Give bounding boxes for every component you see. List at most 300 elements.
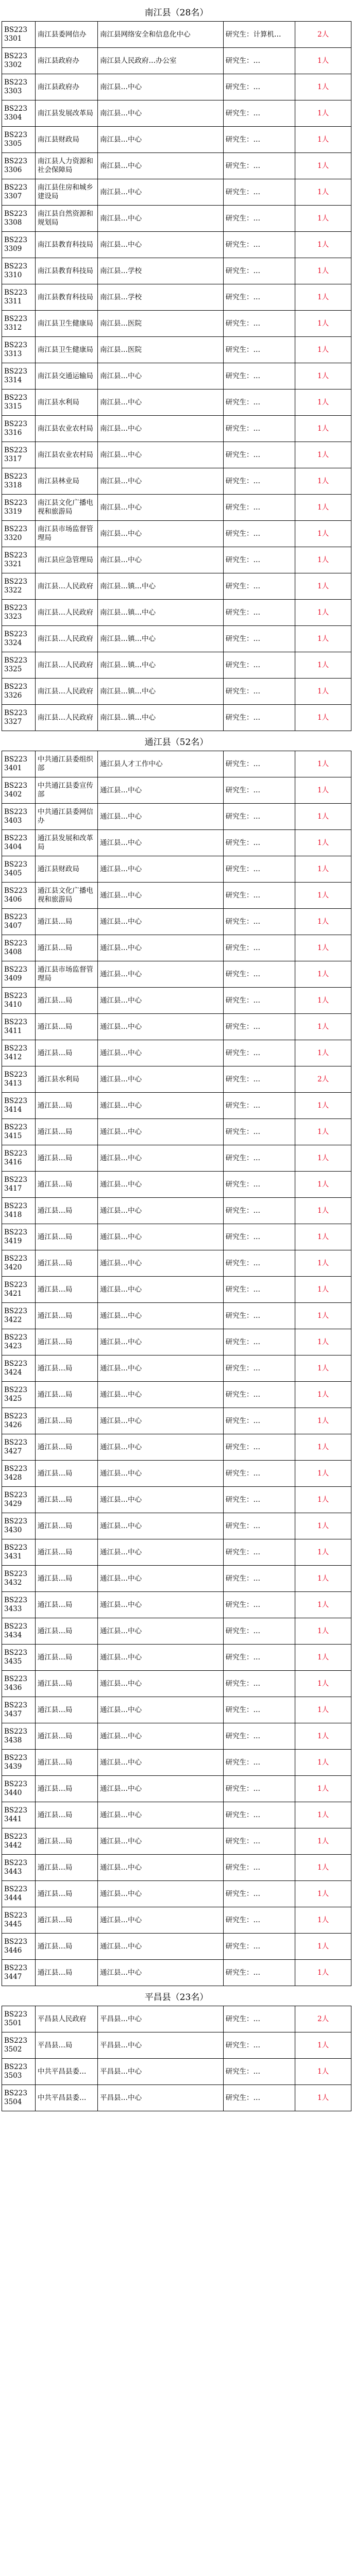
department-text: 中共通江县委网信办 [37,808,93,825]
requirements-text: 研究生：… [225,1127,261,1136]
employer-unit-cell [98,1855,224,1881]
position-code-text: BS223 3446 [4,1938,27,1955]
requirements-cell [223,1408,295,1434]
employer-unit-cell [98,100,224,127]
requirements-text: 研究生：… [225,1968,261,1977]
employer-unit-cell [98,1093,224,1119]
requirements-text: 研究生：… [225,1705,261,1714]
requirements-text: 研究生：… [225,660,261,669]
department-cell [35,909,97,935]
department-cell [35,1934,97,1960]
position-code-text: BS223 3416 [4,1149,27,1166]
employer-unit-cell [98,1592,224,1618]
quota-cell [295,909,351,935]
requirements-cell [223,1618,295,1645]
position-code-cell [2,1776,36,1802]
department-cell [35,1119,97,1145]
requirements-text: 研究生：… [225,214,261,223]
position-code-cell [2,1250,36,1277]
employer-unit-cell [98,626,224,652]
position-code-cell [2,1828,36,1855]
position-code-text: BS223 3421 [4,1281,27,1298]
quota-cell [295,1014,351,1040]
employer-unit-text: 平昌县…中心 [100,2014,142,2023]
requirements-text: 研究生：… [225,1101,261,1110]
position-code-cell [2,2006,36,2032]
requirements-cell [223,830,295,856]
department-cell [35,1750,97,1776]
department-cell [35,232,97,258]
employer-unit-text: 通江县…中心 [100,1653,142,1662]
department-text: 通江县发展和改革局 [37,834,93,851]
employer-unit-cell [98,988,224,1014]
position-code-text: BS223 3320 [4,525,27,542]
employer-unit-text: 通江县…中心 [100,1311,142,1320]
employer-unit-text: 平昌县…中心 [100,2093,142,2102]
quota-text: 1人 [317,1863,329,1872]
quota-text: 2人 [317,30,329,39]
employer-unit-cell [98,1802,224,1828]
position-code-text: BS223 3425 [4,1386,27,1403]
department-cell [35,468,97,495]
requirements-text: 研究生：… [225,293,261,301]
department-cell [35,804,97,830]
department-text: 南江县…人民政府 [37,687,93,696]
requirements-text: 研究生：… [225,82,261,91]
position-code-text: BS223 3316 [4,420,27,437]
quota-text: 1人 [317,1048,329,1057]
department-text: 通江县…局 [37,1732,73,1740]
employer-unit-text: 通江县…中心 [100,1180,142,1189]
quota-cell [295,2059,351,2085]
table-row [2,442,351,468]
employer-unit-cell [98,1881,224,1907]
employer-unit-text: 通江县…中心 [100,996,142,1005]
quota-cell [295,1461,351,1487]
employer-unit-cell [98,521,224,547]
requirements-cell [223,1513,295,1539]
position-code-cell [2,495,36,521]
quota-cell [295,935,351,961]
position-code-cell [2,751,36,777]
table-row [2,1881,351,1907]
position-code-cell [2,804,36,830]
employer-unit-text: 南江县人民政府…办公室 [100,56,177,65]
employer-unit-text: 南江县…中心 [100,555,142,564]
department-cell [35,206,97,232]
department-cell [35,389,97,416]
department-cell [35,258,97,284]
requirements-text: 研究生：… [225,371,261,380]
employer-unit-cell [98,1277,224,1303]
employer-unit-text: 通江县…中心 [100,1337,142,1346]
table-row [2,751,351,777]
position-code-text: BS223 3401 [4,755,27,772]
quota-cell [295,679,351,705]
requirements-cell [223,1645,295,1671]
position-code-text: BS223 3438 [4,1727,27,1744]
employer-unit-text: 通江县…中心 [100,1679,142,1688]
department-text: 通江县文化广播电视和旅游局 [37,887,93,904]
quota-text: 1人 [317,1180,329,1189]
requirements-cell [223,1750,295,1776]
department-text: 南江县林业局 [37,477,79,485]
requirements-text: 研究生：… [225,1495,261,1504]
table-row [2,206,351,232]
requirements-text: 研究生：… [225,1653,261,1662]
employer-unit-text: 通江县…中心 [100,1810,142,1819]
quota-text: 1人 [317,450,329,459]
position-code-cell [2,2059,36,2085]
requirements-text: 研究生：… [225,1521,261,1530]
employer-unit-text: 通江县…中心 [100,1837,142,1845]
section-title: 通江县（52名） [144,737,209,748]
position-code-cell [2,1802,36,1828]
position-code-cell [2,1513,36,1539]
department-cell [35,600,97,626]
requirements-text: 研究生：… [225,2014,261,2023]
requirements-cell [223,206,295,232]
department-text: 通江县…局 [37,1337,73,1346]
employer-unit-text: 通江县…中心 [100,1495,142,1504]
department-cell [35,1723,97,1750]
quota-cell [295,1198,351,1224]
department-text: 通江县…局 [37,1942,73,1951]
department-text: 通江县…局 [37,943,73,952]
table-row [2,495,351,521]
department-text: 通江县…局 [37,1154,73,1162]
requirements-cell [223,48,295,74]
quota-text: 1人 [317,424,329,433]
requirements-text: 研究生：… [225,135,261,144]
employer-unit-cell [98,935,224,961]
department-cell [35,1487,97,1513]
department-cell [35,1014,97,1040]
department-cell [35,1645,97,1671]
department-text: 通江县…局 [37,1416,73,1425]
section-title: 南江县（28名） [144,7,209,18]
position-code-text: BS223 3445 [4,1911,27,1928]
department-cell [35,1855,97,1881]
requirements-text: 研究生：… [225,1679,261,1688]
department-text: 南江县教育科技局 [37,266,93,275]
department-cell [35,856,97,883]
quota-cell [295,626,351,652]
requirements-text: 研究生：… [225,1337,261,1346]
employer-unit-cell [98,389,224,416]
requirements-text: 研究生：… [225,188,261,196]
quota-text: 1人 [317,1916,329,1924]
requirements-cell [223,2006,295,2032]
table-row [2,468,351,495]
department-text: 中共平昌县委… [37,2093,87,2102]
table-row [2,153,351,179]
quota-cell [295,1592,351,1618]
quota-text: 1人 [317,1311,329,1320]
department-cell [35,1066,97,1093]
position-code-text: BS223 3428 [4,1465,27,1482]
requirements-text: 研究生：… [225,917,261,926]
employer-unit-text: 南江县…中心 [100,424,142,433]
position-code-text: BS223 3420 [4,1255,27,1272]
quota-text: 1人 [317,1337,329,1346]
position-code-text: BS223 3308 [4,210,27,227]
employer-unit-text: 通江县…中心 [100,1758,142,1767]
employer-unit-cell [98,1750,224,1776]
department-cell [35,1592,97,1618]
employer-unit-cell [98,1145,224,1172]
table-row [2,1618,351,1645]
table-row [2,1040,351,1066]
department-text: 平昌县人民政府 [37,2014,87,2023]
table-row [2,1828,351,1855]
quota-text: 1人 [317,398,329,406]
employer-unit-text: 通江县…中心 [100,1469,142,1478]
table-row [2,1723,351,1750]
position-code-cell [2,1907,36,1934]
requirements-cell [223,100,295,127]
position-code-cell [2,988,36,1014]
employer-unit-cell [98,2032,224,2059]
table-row [2,1855,351,1881]
department-text: 南江县财政局 [37,135,79,144]
table-row [2,1907,351,1934]
employer-unit-cell [98,206,224,232]
employer-unit-cell [98,284,224,311]
table-row [2,1303,351,1329]
employer-unit-cell [98,1303,224,1329]
quota-cell [295,751,351,777]
requirements-cell [223,2032,295,2059]
requirements-text: 研究生：… [225,865,261,873]
quota-cell [295,468,351,495]
quota-cell [295,1776,351,1802]
employer-unit-text: 通江县…中心 [100,1600,142,1609]
quota-cell [295,1960,351,1986]
position-code-cell [2,777,36,804]
requirements-text: 研究生：… [225,109,261,117]
table-row [2,1671,351,1697]
employer-unit-cell [98,705,224,731]
employer-unit-cell [98,751,224,777]
department-text: 通江县…局 [37,1574,73,1583]
department-cell [35,1145,97,1172]
requirements-cell [223,22,295,48]
requirements-text: 研究生：… [225,2067,261,2076]
requirements-text: 研究生：… [225,759,261,768]
employer-unit-cell [98,1828,224,1855]
department-cell [35,1040,97,1066]
requirements-text: 研究生：… [225,266,261,275]
requirements-cell [223,751,295,777]
quota-text: 1人 [317,2067,329,2076]
employer-unit-text: 南江县…镇…中心 [100,608,156,617]
requirements-text: 研究生：… [225,2093,261,2102]
position-code-cell [2,127,36,153]
table-row [2,74,351,100]
requirements-text: 研究生：… [225,1048,261,1057]
requirements-text: 研究生：… [225,1889,261,1898]
employer-unit-cell [98,1198,224,1224]
position-code-text: BS223 3413 [4,1071,27,1088]
requirements-cell [223,1907,295,1934]
quota-text: 1人 [317,1416,329,1425]
quota-cell [295,442,351,468]
quota-cell [295,777,351,804]
requirements-text: 研究生：… [225,943,261,952]
position-code-cell [2,1119,36,1145]
quota-text: 1人 [317,293,329,301]
table-row [2,1172,351,1198]
requirements-text: 研究生：… [225,687,261,696]
employer-unit-cell [98,2006,224,2032]
requirements-text: 研究生：… [225,1180,261,1189]
quota-text: 1人 [317,503,329,512]
quota-text: 1人 [317,1364,329,1372]
department-text: 通江县…局 [37,917,73,926]
requirements-text: 研究生：… [225,161,261,170]
table-row [2,2006,351,2032]
requirements-cell [223,1592,295,1618]
employer-unit-cell [98,468,224,495]
employer-unit-text: 平昌县…中心 [100,2041,142,2049]
employer-unit-cell [98,909,224,935]
employer-unit-cell [98,337,224,363]
table-row [2,1198,351,1224]
employer-unit-text: 通江县…中心 [100,1259,142,1267]
requirements-text: 研究生：… [225,1784,261,1793]
department-text: 通江县…局 [37,1889,73,1898]
employer-unit-text: 通江县…中心 [100,1101,142,1110]
requirements-text: 研究生：… [225,1259,261,1267]
requirements-cell [223,2059,295,2085]
department-cell [35,751,97,777]
requirements-text: 研究生：… [225,1810,261,1819]
department-text: 通江县财政局 [37,865,79,873]
position-code-text: BS223 3423 [4,1333,27,1350]
requirements-text: 研究生：… [225,1863,261,1872]
table-row [2,416,351,442]
requirements-text: 研究生：… [225,1364,261,1372]
requirements-cell [223,311,295,337]
table-row [2,1145,351,1172]
employer-unit-cell [98,127,224,153]
quota-text: 1人 [317,345,329,354]
recruitment-table [2,2006,351,2111]
quota-text: 1人 [317,812,329,821]
requirements-text: 研究生：… [225,477,261,485]
quota-cell [295,573,351,600]
position-code-text: BS223 3431 [4,1544,27,1561]
quota-cell [295,1618,351,1645]
employer-unit-cell [98,830,224,856]
employer-unit-cell [98,74,224,100]
position-code-text: BS223 3312 [4,315,27,332]
position-code-cell [2,22,36,48]
department-cell [35,1802,97,1828]
position-code-cell [2,179,36,206]
department-cell [35,153,97,179]
position-code-cell [2,856,36,883]
quota-cell [295,1934,351,1960]
table-row [2,521,351,547]
quota-cell [295,2006,351,2032]
position-code-cell [2,1697,36,1723]
quota-cell [295,232,351,258]
department-cell [35,1093,97,1119]
department-text: 通江县…局 [37,1259,73,1267]
employer-unit-text: 南江县…中心 [100,188,142,196]
department-text: 南江县应急管理局 [37,555,93,564]
employer-unit-cell [98,1172,224,1198]
position-code-text: BS223 3304 [4,105,27,122]
requirements-text: 研究生：… [225,838,261,847]
department-text: 通江县…局 [37,1600,73,1609]
table-row [2,1014,351,1040]
requirements-text: 研究生：… [225,786,261,794]
requirements-cell [223,1828,295,1855]
department-text: 通江县…局 [37,1705,73,1714]
department-cell [35,652,97,679]
department-cell [35,2006,97,2032]
quota-text: 1人 [317,838,329,847]
department-cell [35,626,97,652]
table-row [2,100,351,127]
employer-unit-text: 通江县…中心 [100,1285,142,1294]
table-row [2,1277,351,1303]
department-text: 通江县…局 [37,1837,73,1845]
requirements-cell [223,600,295,626]
quota-text: 1人 [317,1101,329,1110]
employer-unit-text: 通江县…中心 [100,786,142,794]
quota-cell [295,1408,351,1434]
employer-unit-cell [98,1014,224,1040]
quota-text: 1人 [317,1521,329,1530]
position-code-text: BS223 3318 [4,472,27,489]
quota-text: 1人 [317,865,329,873]
employer-unit-cell [98,1907,224,1934]
position-code-text: BS223 3321 [4,551,27,568]
employer-unit-cell [98,1040,224,1066]
department-text: 南江县…人民政府 [37,713,93,722]
position-code-cell [2,1723,36,1750]
department-text: 南江县市场监督管理局 [37,525,93,542]
department-cell [35,521,97,547]
department-cell [35,1907,97,1934]
employer-unit-text: 通江县…中心 [100,865,142,873]
position-code-text: BS223 3426 [4,1412,27,1429]
employer-unit-text: 通江县…中心 [100,917,142,926]
position-code-text: BS223 3432 [4,1570,27,1587]
quota-cell [295,363,351,389]
department-text: 通江县市场监督管理局 [37,965,93,982]
requirements-cell [223,1329,295,1355]
table-row [2,573,351,600]
requirements-text: 研究生：… [225,1600,261,1609]
position-code-cell [2,1303,36,1329]
employer-unit-cell [98,600,224,626]
position-code-text: BS223 3405 [4,860,27,877]
requirements-text: 研究生：… [225,891,261,900]
requirements-text: 研究生：… [225,2041,261,2049]
position-code-text: BS223 3412 [4,1044,27,1061]
requirements-text: 研究生：… [225,1416,261,1425]
employer-unit-cell [98,179,224,206]
employer-unit-cell [98,363,224,389]
department-cell [35,705,97,731]
table-row [2,1592,351,1618]
requirements-text: 研究生：… [225,1732,261,1740]
